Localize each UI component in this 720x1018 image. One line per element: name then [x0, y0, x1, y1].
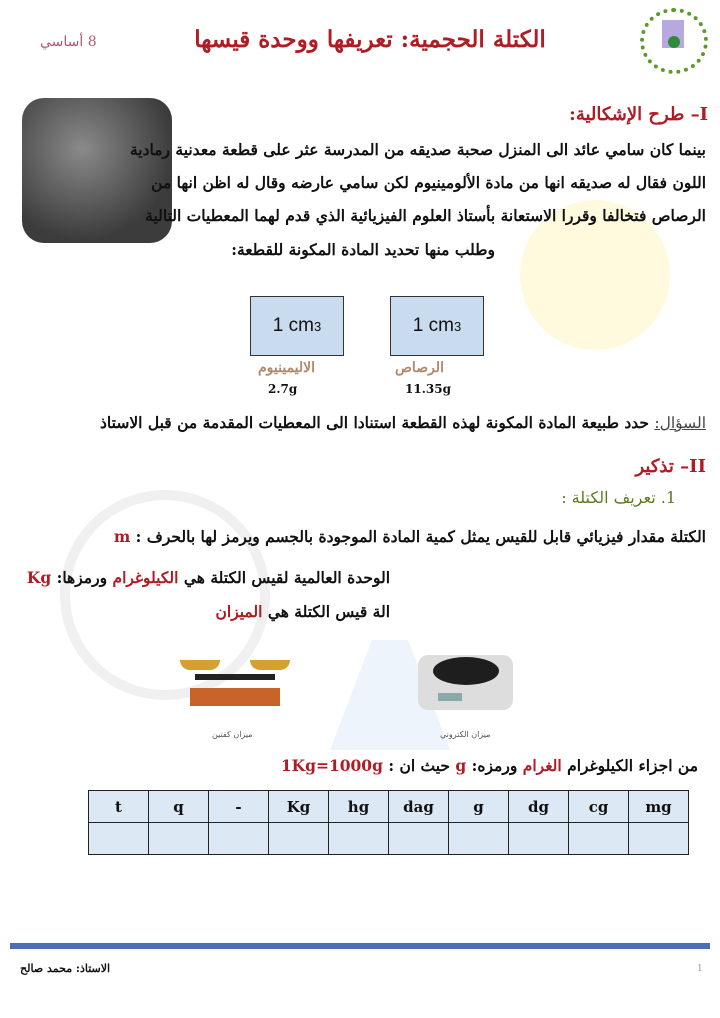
section1-heading: I– طرح الإشكالية: — [569, 104, 708, 125]
unit-cell: g — [449, 791, 509, 823]
empty-cell[interactable] — [89, 823, 149, 855]
lead-label: الرصاص — [395, 360, 444, 376]
empty-cell[interactable] — [389, 823, 449, 855]
cube-volume: 1 cm — [412, 315, 454, 336]
lead-mass: 11.35g — [405, 382, 451, 396]
gram-text: حيث ان : — [382, 756, 456, 775]
unit-cell: cg — [569, 791, 629, 823]
unit-cell: - — [209, 791, 269, 823]
mass-definition — [114, 527, 706, 546]
empty-cell[interactable] — [629, 823, 689, 855]
gram-text: من اجزاء الكيلوغرام — [561, 756, 698, 775]
electronic-scale-image — [418, 655, 513, 710]
electronic-scale-caption: ميزان الكتروني — [440, 730, 491, 739]
unit-name: الكيلوغرام — [112, 568, 179, 587]
table-header-row — [89, 791, 689, 823]
page-title: الكتلة الحجمية: تعريفها ووحدة قيسها — [194, 26, 546, 53]
aluminum-mass: 2.7g — [268, 382, 298, 396]
cube-exponent: 3 — [453, 318, 462, 334]
grade-label: 8 أساسي — [40, 34, 97, 50]
unit-cell: hg — [329, 791, 389, 823]
unit-text: الوحدة العالمية لقيس الكتلة هي — [178, 568, 390, 587]
empty-cell[interactable] — [329, 823, 389, 855]
table-empty-row — [89, 823, 689, 855]
empty-cell[interactable] — [209, 823, 269, 855]
mass-symbol: m — [113, 527, 131, 546]
gram-line — [281, 756, 698, 775]
question-label: السؤال: — [654, 414, 706, 432]
problem-line: اللون فقال له صديقه انها من مادة الألومينيوم لكن سامي عارضه وقال له اظن انها من — [151, 173, 706, 192]
lead-cube — [390, 296, 484, 356]
unit-cell: mg — [629, 791, 689, 823]
unit-cell: dg — [509, 791, 569, 823]
empty-cell[interactable] — [569, 823, 629, 855]
gram-name: الغرام — [522, 756, 562, 775]
problem-line: بينما كان سامي عائد الى المنزل صحبة صديقه من المدرسة عثر على قطعة معدنية رمادية — [129, 140, 706, 159]
page-number: 1 — [697, 964, 703, 974]
unit-text: ورمزها: — [51, 568, 113, 587]
cube-volume: 1 cm — [272, 315, 314, 336]
empty-cell[interactable] — [509, 823, 569, 855]
question-text: حدد طبيعة المادة المكونة لهذه القطعة استنادا الى المعطيات المقدمة من قبل الاستاذ — [100, 413, 655, 432]
balance-scale-caption: ميزان كفتين — [212, 730, 253, 739]
definition-text: الكتلة مقدار فيزيائي قابل للقيس يمثل كمية المادة الموجودة بالجسم ويرمز لها بالحرف : — [130, 527, 706, 546]
unit-cell: t — [89, 791, 149, 823]
unit-cell: q — [149, 791, 209, 823]
empty-cell[interactable] — [149, 823, 209, 855]
school-logo — [640, 8, 708, 74]
problem-line: وطلب منها تحديد المادة المكونة للقطعة: — [231, 240, 495, 259]
mass-units-table — [88, 790, 689, 855]
empty-cell[interactable] — [449, 823, 509, 855]
tool-line — [216, 602, 391, 621]
aluminum-cube — [250, 296, 344, 356]
gram-text: ورمزه: — [466, 756, 523, 775]
cube-exponent: 3 — [313, 318, 322, 334]
unit-symbol: Kg — [26, 568, 52, 587]
gram-equation: 1Kg=1000g — [280, 756, 383, 775]
unit-cell: dag — [389, 791, 449, 823]
section2-heading: II– تذكير — [635, 456, 706, 477]
tool-text: الة قيس الكتلة هي — [262, 602, 390, 621]
mass-definition-heading: 1. تعريف الكتلة : — [561, 488, 676, 507]
si-unit-line — [27, 568, 390, 587]
tool-name: الميزان — [215, 602, 263, 621]
problem-line: الرصاص فتخالفا وقررا الاستعانة بأستاذ العلوم الفيزيائية الذي قدم لهما المعطيات التالية — [145, 206, 706, 225]
gram-symbol: g — [455, 756, 467, 775]
unit-cell: Kg — [269, 791, 329, 823]
footer-bar — [10, 943, 710, 949]
empty-cell[interactable] — [269, 823, 329, 855]
balance-scale-image — [180, 660, 290, 710]
question — [100, 413, 706, 432]
footer-teacher: الاستاذ: محمد صالح — [20, 962, 111, 975]
aluminum-label: الاليمينيوم — [258, 360, 316, 376]
